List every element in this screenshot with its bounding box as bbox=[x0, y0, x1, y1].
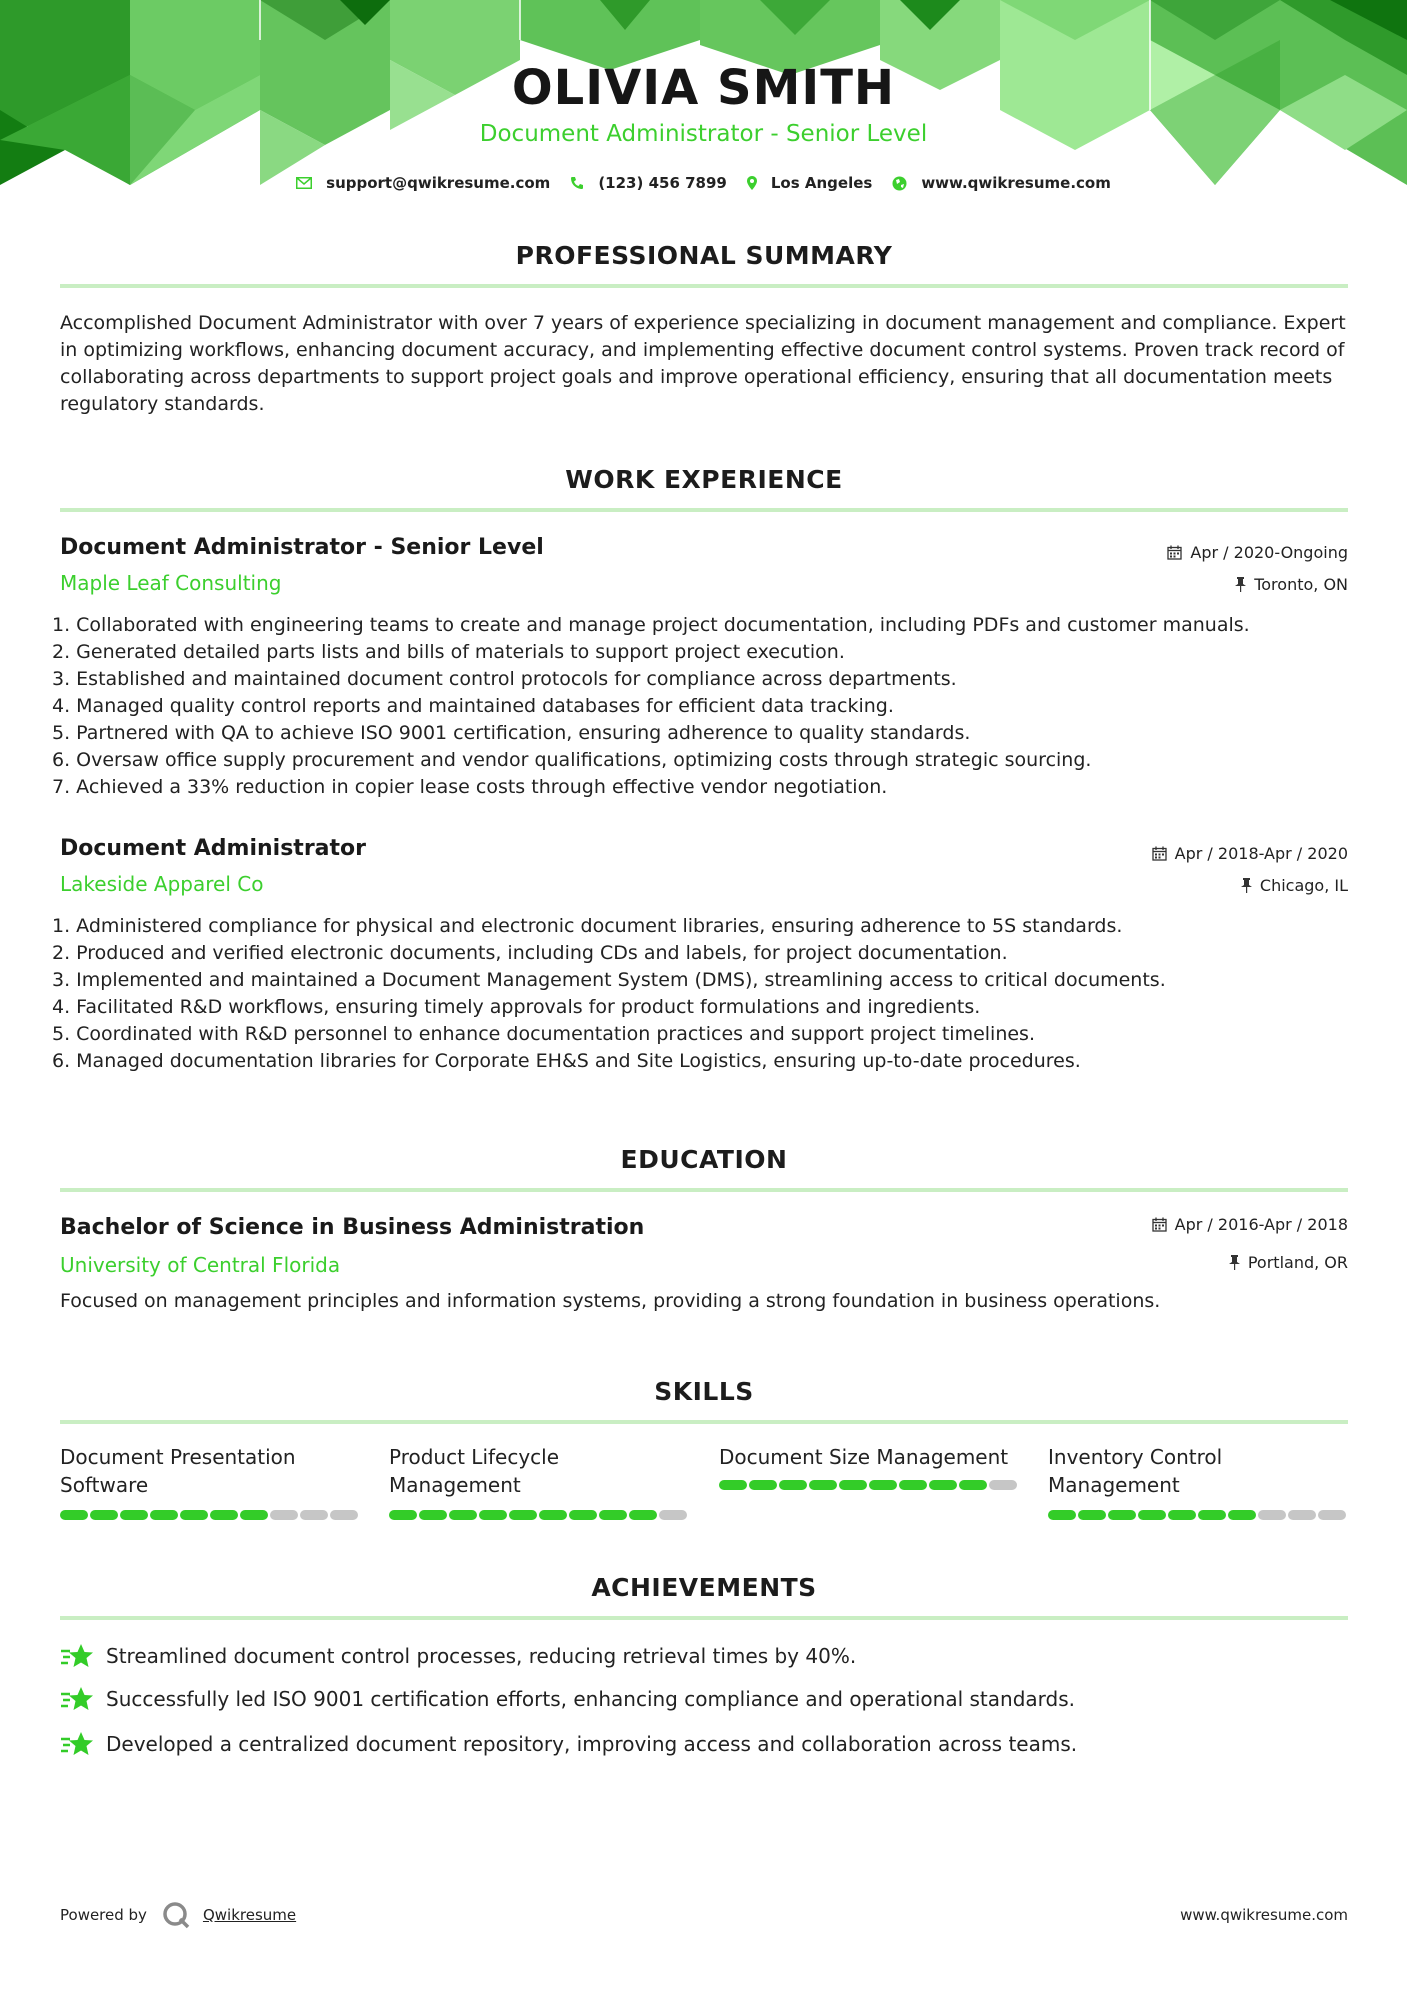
contact-phone-text: (123) 456 7899 bbox=[598, 174, 727, 192]
skill-segment-filled bbox=[240, 1510, 268, 1520]
skill-name-line1: Document Size Management bbox=[719, 1445, 1009, 1469]
qwikresume-link[interactable]: Qwikresume bbox=[202, 1906, 297, 1924]
skill-level-bar bbox=[719, 1480, 1017, 1490]
skill-segment-filled bbox=[809, 1480, 837, 1490]
skill-segment-filled bbox=[60, 1510, 88, 1520]
contact-website[interactable] bbox=[892, 174, 1111, 192]
education-dates-text: Apr / 2016-Apr / 2018 bbox=[1174, 1215, 1348, 1234]
skill-segment-empty bbox=[1318, 1510, 1346, 1520]
achievement-text: Developed a centralized document repository, improving access and collaboration across teams. bbox=[106, 1732, 1078, 1756]
achievement-item bbox=[60, 1731, 1077, 1757]
contact-website-text: www.qwikresume.com bbox=[921, 174, 1111, 192]
footer-website[interactable]: www.qwikresume.com bbox=[1180, 1906, 1348, 1924]
list-item: 1. Administered compliance for physical and electronic document libraries, ensuring adherence to 5S standards. bbox=[52, 915, 1123, 937]
education-degree: Bachelor of Science in Business Administration bbox=[60, 1215, 645, 1240]
skill-name-line1: Product Lifecycle bbox=[389, 1445, 560, 1469]
candidate-title: Document Administrator - Senior Level bbox=[479, 121, 928, 147]
job-company: Maple Leaf Consulting bbox=[60, 571, 282, 595]
list-item: 4. Facilitated R&D workflows, ensuring timely approvals for product formulations and ingredients. bbox=[52, 996, 981, 1018]
contact-location bbox=[747, 174, 872, 192]
skill-segment-filled bbox=[1138, 1510, 1166, 1520]
skill-name-line1: Document Presentation bbox=[60, 1445, 296, 1469]
skill-segment-filled bbox=[509, 1510, 537, 1520]
star-icon bbox=[60, 1686, 94, 1712]
skill-segment-filled bbox=[539, 1510, 567, 1520]
skill-segment-empty bbox=[659, 1510, 687, 1520]
skill-segment-filled bbox=[959, 1480, 987, 1490]
skill-name-line2: Management bbox=[1048, 1473, 1180, 1497]
skills-heading: SKILLS bbox=[654, 1377, 754, 1406]
skill-item bbox=[389, 1443, 689, 1499]
contact-email[interactable] bbox=[296, 174, 550, 192]
experience-divider bbox=[60, 508, 1348, 512]
skill-name-line1: Inventory Control bbox=[1048, 1445, 1223, 1469]
job-title: Document Administrator bbox=[60, 836, 366, 861]
calendar-icon bbox=[1152, 846, 1167, 861]
skill-segment-filled bbox=[150, 1510, 178, 1520]
job-dates-text: Apr / 2020-Ongoing bbox=[1190, 543, 1348, 562]
skill-segment-filled bbox=[899, 1480, 927, 1490]
skill-item bbox=[1048, 1443, 1348, 1499]
job-location-text: Toronto, ON bbox=[1254, 575, 1348, 594]
skill-segment-filled bbox=[120, 1510, 148, 1520]
job-bullets bbox=[52, 612, 1352, 801]
summary-text: Accomplished Document Administrator with over 7 years of experience specializing in document management and compliance. Expert in optimizing workflows, enhancing document accuracy, and implementing effective document control systems. Proven track record of collaborating across departments to support project goals and improve operational efficiency, ensuring that all documentation meets regulatory standards. bbox=[60, 312, 1346, 415]
job-dates bbox=[1152, 844, 1348, 863]
skill-segment-empty bbox=[1258, 1510, 1286, 1520]
calendar-icon bbox=[1167, 545, 1182, 560]
globe-icon bbox=[892, 176, 907, 191]
achievements-heading: ACHIEVEMENTS bbox=[591, 1573, 817, 1602]
skill-segment-filled bbox=[1078, 1510, 1106, 1520]
education-location bbox=[1229, 1253, 1348, 1272]
powered-by-label: Powered by bbox=[60, 1906, 147, 1924]
list-item: 4. Managed quality control reports and maintained databases for efficient data tracking. bbox=[52, 695, 894, 717]
skill-item bbox=[719, 1443, 1019, 1471]
pushpin-icon bbox=[1229, 1255, 1240, 1270]
footer-powered-by bbox=[60, 1900, 296, 1930]
list-item: 6. Managed documentation libraries for Corporate EH&S and Site Logistics, ensuring up-to-date procedures. bbox=[52, 1050, 1081, 1072]
achievements-divider bbox=[60, 1616, 1348, 1620]
skill-segment-filled bbox=[839, 1480, 867, 1490]
experience-heading: WORK EXPERIENCE bbox=[565, 465, 843, 494]
achievement-item bbox=[60, 1686, 1075, 1712]
education-divider bbox=[60, 1188, 1348, 1192]
skill-level-bar bbox=[60, 1510, 358, 1520]
skill-segment-empty bbox=[330, 1510, 358, 1520]
skill-segment-filled bbox=[779, 1480, 807, 1490]
map-pin-icon bbox=[747, 176, 757, 190]
list-item: 2. Produced and verified electronic documents, including CDs and labels, for project documentation. bbox=[52, 942, 1008, 964]
skill-segment-filled bbox=[180, 1510, 208, 1520]
job-dates bbox=[1167, 543, 1348, 562]
calendar-icon bbox=[1152, 1217, 1167, 1232]
qwikresume-logo-icon bbox=[161, 1900, 191, 1930]
skill-segment-filled bbox=[449, 1510, 477, 1520]
contact-location-text: Los Angeles bbox=[770, 174, 873, 192]
skill-level-bar bbox=[1048, 1510, 1346, 1520]
job-dates-text: Apr / 2018-Apr / 2020 bbox=[1174, 844, 1348, 863]
footer bbox=[60, 1900, 1348, 1930]
education-location-text: Portland, OR bbox=[1247, 1253, 1348, 1272]
contact-email-text: support@qwikresume.com bbox=[326, 174, 551, 192]
list-item: 1. Collaborated with engineering teams to create and manage project documentation, including PDFs and customer manuals. bbox=[52, 614, 1250, 636]
skill-segment-filled bbox=[749, 1480, 777, 1490]
phone-icon bbox=[570, 176, 584, 190]
job-location bbox=[1235, 575, 1348, 594]
envelope-icon bbox=[296, 177, 312, 189]
list-item: 3. Implemented and maintained a Document Management System (DMS), streamlining access to critical documents. bbox=[52, 969, 1166, 991]
list-item: 2. Generated detailed parts lists and bills of materials to support project execution. bbox=[52, 641, 845, 663]
job-location-text: Chicago, IL bbox=[1259, 876, 1348, 895]
pushpin-icon bbox=[1235, 577, 1246, 592]
skill-segment-filled bbox=[389, 1510, 417, 1520]
skill-segment-filled bbox=[90, 1510, 118, 1520]
skill-segment-empty bbox=[300, 1510, 328, 1520]
skill-segment-filled bbox=[599, 1510, 627, 1520]
skill-segment-empty bbox=[989, 1480, 1017, 1490]
job-company: Lakeside Apparel Co bbox=[60, 872, 264, 896]
job-location bbox=[1241, 876, 1348, 895]
list-item: 6. Oversaw office supply procurement and vendor qualifications, optimizing costs through strategic sourcing. bbox=[52, 749, 1092, 771]
skill-segment-filled bbox=[479, 1510, 507, 1520]
skill-segment-filled bbox=[1048, 1510, 1076, 1520]
education-school: University of Central Florida bbox=[60, 1253, 341, 1277]
star-icon bbox=[60, 1731, 94, 1757]
skill-segment-filled bbox=[719, 1480, 747, 1490]
skill-name-line2: Software bbox=[60, 1473, 149, 1497]
star-icon bbox=[60, 1643, 94, 1669]
skills-divider bbox=[60, 1420, 1348, 1424]
list-item: 3. Established and maintained document control protocols for compliance across departments. bbox=[52, 668, 957, 690]
skill-segment-filled bbox=[1168, 1510, 1196, 1520]
pushpin-icon bbox=[1241, 878, 1252, 893]
skill-segment-filled bbox=[210, 1510, 238, 1520]
skill-segment-filled bbox=[629, 1510, 657, 1520]
skill-segment-filled bbox=[1228, 1510, 1256, 1520]
job-bullets bbox=[52, 913, 1352, 1075]
contact-phone[interactable] bbox=[570, 174, 727, 192]
achievement-text: Successfully led ISO 9001 certification efforts, enhancing compliance and operational standards. bbox=[106, 1687, 1076, 1711]
achievement-text: Streamlined document control processes, reducing retrieval times by 40%. bbox=[106, 1644, 857, 1668]
skill-segment-filled bbox=[569, 1510, 597, 1520]
skill-segment-filled bbox=[1198, 1510, 1226, 1520]
skill-segment-filled bbox=[1108, 1510, 1136, 1520]
skill-segment-filled bbox=[869, 1480, 897, 1490]
education-heading: EDUCATION bbox=[620, 1145, 788, 1174]
skill-segment-filled bbox=[419, 1510, 447, 1520]
achievement-item bbox=[60, 1643, 856, 1669]
skill-level-bar bbox=[389, 1510, 687, 1520]
list-item: 5. Coordinated with R&D personnel to enhance documentation practices and support project timelines. bbox=[52, 1023, 1035, 1045]
education-description: Focused on management principles and information systems, providing a strong foundation in business operations. bbox=[60, 1290, 1161, 1312]
list-item: 7. Achieved a 33% reduction in copier lease costs through effective vendor negotiation. bbox=[52, 776, 888, 798]
skill-segment-filled bbox=[929, 1480, 957, 1490]
summary-divider bbox=[60, 284, 1348, 288]
skill-segment-empty bbox=[1288, 1510, 1316, 1520]
skill-item bbox=[60, 1443, 360, 1499]
contact-bar bbox=[0, 174, 1407, 192]
candidate-name: OLIVIA SMITH bbox=[511, 60, 896, 116]
summary-heading: PROFESSIONAL SUMMARY bbox=[515, 241, 893, 270]
skill-segment-empty bbox=[270, 1510, 298, 1520]
list-item: 5. Partnered with QA to achieve ISO 9001 certification, ensuring adherence to quality standards. bbox=[52, 722, 971, 744]
skill-name-line2: Management bbox=[389, 1473, 521, 1497]
job-title: Document Administrator - Senior Level bbox=[60, 535, 544, 560]
education-dates bbox=[1152, 1215, 1348, 1234]
